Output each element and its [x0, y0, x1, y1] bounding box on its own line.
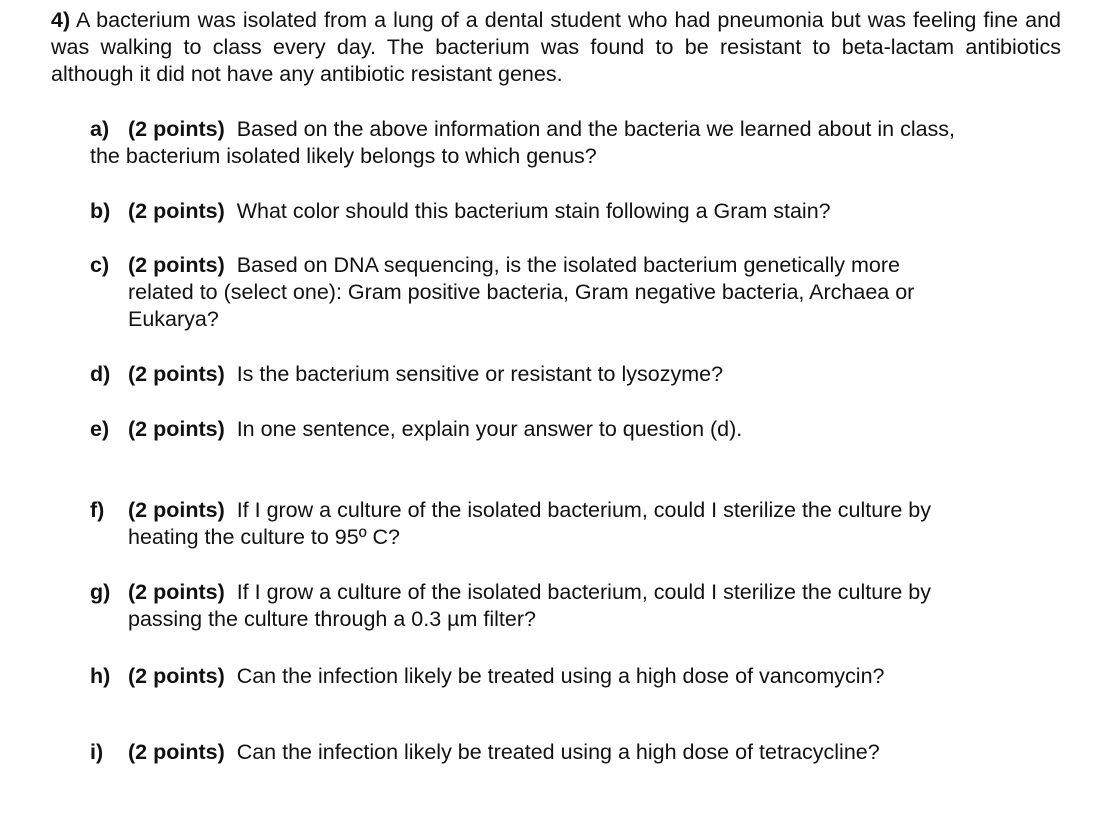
part-text-line: Eukarya? [128, 307, 219, 331]
part-letter: i) [90, 740, 104, 764]
part-a [90, 116, 1050, 170]
part-text-line: related to (select one): Gram positive bacteria, Gram negative bacteria, Archaea or [128, 280, 915, 304]
part-points: (2 points) [128, 117, 225, 141]
part-text-line: the bacterium isolated likely belongs to which genus? [90, 144, 597, 168]
part-points: (2 points) [128, 417, 225, 441]
part-letter: h) [90, 664, 111, 688]
part-letter: c) [90, 253, 110, 277]
part-b [90, 198, 1050, 225]
part-text-line: Based on DNA sequencing, is the isolated bacterium genetically more [236, 253, 900, 277]
part-text: In one sentence, explain your answer to question (d). [236, 417, 743, 441]
part-letter: a) [90, 117, 110, 141]
part-letter: f) [90, 498, 105, 522]
part-points: (2 points) [128, 498, 225, 522]
part-text-line: heating the culture to 95º C? [128, 525, 401, 549]
part-g [90, 579, 1050, 633]
part-f [90, 497, 1050, 551]
part-text-line: If I grow a culture of the isolated bacterium, could I sterilize the culture by [236, 580, 932, 604]
part-text-line: Based on the above information and the bacteria we learned about in class, [236, 117, 956, 141]
part-c [90, 252, 1050, 333]
part-letter: e) [90, 417, 110, 441]
part-letter: g) [90, 580, 111, 604]
part-text: Can the infection likely be treated using a high dose of vancomycin? [236, 664, 885, 688]
part-points: (2 points) [128, 580, 225, 604]
part-letter: d) [90, 362, 111, 386]
question-number: 4) [51, 8, 71, 32]
question-intro [51, 7, 1061, 88]
part-h [90, 663, 1050, 690]
part-d [90, 361, 1050, 388]
part-text-line: If I grow a culture of the isolated bacterium, could I sterilize the culture by [236, 498, 932, 522]
part-i [90, 739, 1050, 766]
part-text: What color should this bacterium stain following a Gram stain? [236, 199, 831, 223]
part-text: Can the infection likely be treated using a high dose of tetracycline? [236, 740, 880, 764]
part-points: (2 points) [128, 362, 225, 386]
part-text-line: passing the culture through a 0.3 µm filter? [128, 607, 536, 631]
part-text: Is the bacterium sensitive or resistant to lysozyme? [236, 362, 724, 386]
part-letter: b) [90, 199, 111, 223]
part-points: (2 points) [128, 253, 225, 277]
question-intro-text: A bacterium was isolated from a lung of a dental student who had pneumonia but was feeling fine and was walking to class every day. The bacterium was found to be resistant to beta-lactam antibiotics although it did not have any antibiotic resistant genes. [51, 8, 1061, 86]
part-points: (2 points) [128, 199, 225, 223]
part-points: (2 points) [128, 740, 225, 764]
part-points: (2 points) [128, 664, 225, 688]
part-e [90, 416, 1050, 443]
